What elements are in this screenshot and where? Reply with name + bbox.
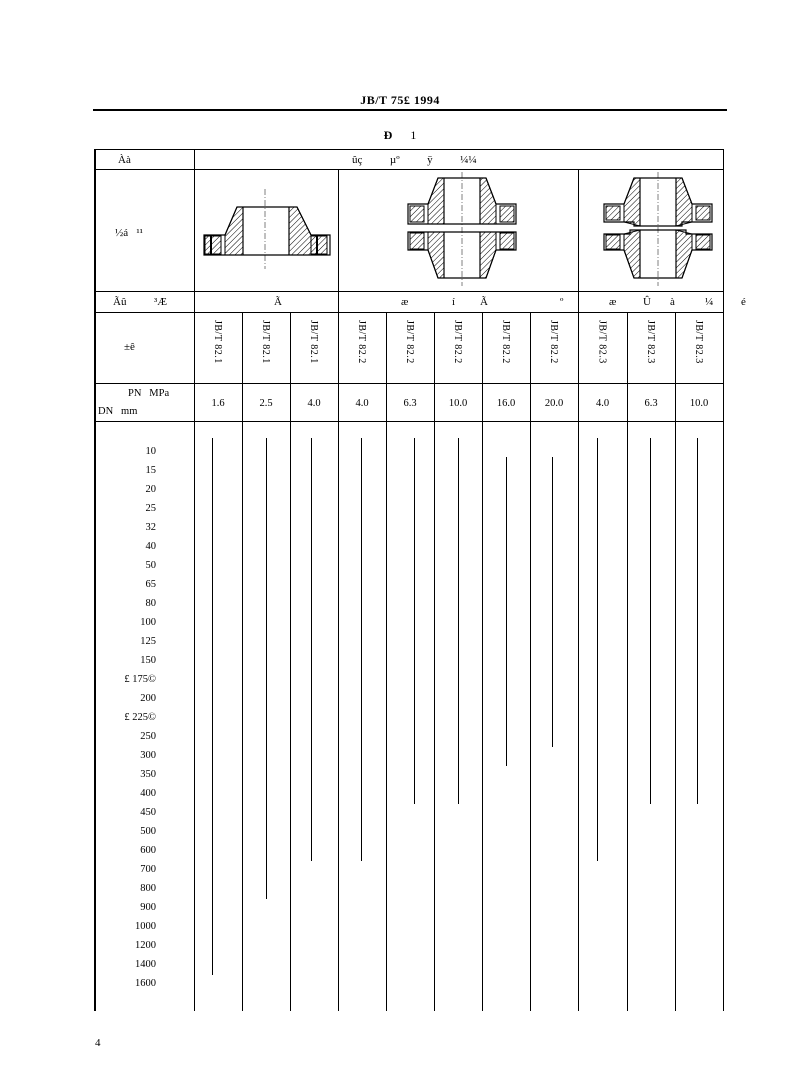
column-divider [675, 312, 676, 1011]
row-divider [94, 421, 724, 422]
standard-cell: JB/T 82.1 [212, 320, 223, 364]
pressure-cell: 1.6 [211, 398, 225, 409]
standard-cell: JB/T 82.1 [260, 320, 271, 364]
standard-cell: JB/T 82.1 [308, 320, 319, 364]
header-rule [93, 109, 727, 111]
dn-size-label: 125 [140, 636, 156, 647]
standard-cell: JB/T 82.2 [356, 320, 367, 364]
standard-cell: JB/T 82.2 [452, 320, 463, 364]
pressure-cell: 4.0 [307, 398, 321, 409]
dn-size-label: 250 [140, 731, 156, 742]
dn-size-label: 150 [140, 655, 156, 666]
dn-size-label: £ 175© [124, 674, 156, 685]
pressure-cell: 6.3 [403, 398, 417, 409]
dn-size-label: 700 [140, 864, 156, 875]
pressure-cell: 20.0 [544, 398, 564, 409]
dn-size-label: 800 [140, 883, 156, 894]
pressure-cell: 10.0 [448, 398, 468, 409]
type-name-group-3: ¼ [705, 296, 714, 308]
dn-size-label: 350 [140, 769, 156, 780]
applicable-range-bar [552, 457, 553, 747]
dn-size-label: 80 [145, 598, 156, 609]
applicable-range-bar [212, 438, 213, 975]
column-divider [530, 312, 531, 1011]
dn-size-label: 40 [145, 541, 156, 552]
row-divider [94, 169, 724, 170]
table-caption [0, 128, 800, 143]
applicable-range-bar [361, 438, 362, 861]
pressure-cell: 4.0 [355, 398, 369, 409]
column-divider [242, 312, 243, 1011]
dn-size-label: 10 [145, 446, 156, 457]
column-divider [434, 312, 435, 1011]
pressure-cell: 6.3 [644, 398, 658, 409]
dn-size-label: 1400 [135, 959, 156, 970]
table-top-border [94, 149, 724, 150]
flange-drawing-single [197, 185, 337, 275]
dn-size-label: 20 [145, 484, 156, 495]
applicable-range-bar [266, 438, 267, 899]
dn-size-label: 1600 [135, 978, 156, 989]
dn-size-label: 900 [140, 902, 156, 913]
type-name-group-2: í [452, 296, 456, 308]
type-name-group-3: æ [609, 296, 617, 308]
row-divider [94, 383, 724, 384]
pressure-cell: 4.0 [595, 398, 610, 409]
standard-label: ±ê [124, 341, 135, 353]
column-divider [290, 312, 291, 1011]
dn-size-label: 400 [140, 788, 156, 799]
standard-cell: JB/T 82.2 [500, 320, 511, 364]
type-name-group-3: à [670, 296, 675, 308]
column-divider [386, 312, 387, 1011]
dn-label: DN mm [98, 406, 138, 417]
pressure-cell: 2.5 [259, 398, 273, 409]
dn-size-label: 100 [140, 617, 156, 628]
applicable-range-bar [414, 438, 415, 804]
applicable-range-bar [311, 438, 312, 861]
type-name-group-1: Ã [274, 296, 282, 308]
column-divider [194, 149, 195, 1011]
standard-cell: JB/T 82.3 [645, 320, 656, 364]
flange-drawing-pair-grooved [602, 172, 718, 290]
standard-cell: JB/T 82.3 [596, 320, 608, 364]
applicable-range-bar [506, 457, 507, 766]
applicable-range-bar [697, 438, 698, 804]
dn-size-label: £ 225© [124, 712, 156, 723]
document-header: JB/T 75£ 1994 [360, 93, 440, 107]
applicable-range-bar [650, 438, 651, 804]
dn-size-label: 25 [145, 503, 156, 514]
standard-cell: JB/T 82.2 [404, 320, 415, 364]
category-value: ûç µº ÿ ¼¼ [352, 154, 477, 166]
dn-size-label: 300 [140, 750, 156, 761]
type-name-group-3: Û [643, 296, 651, 308]
dn-size-label: 15 [145, 465, 156, 476]
pn-label: PN MPa [128, 388, 170, 399]
table-caption-prefix: Ð [383, 128, 393, 142]
dn-size-label: 32 [145, 522, 156, 533]
applicable-range-bar [597, 438, 598, 861]
type-name-overflow: é [741, 296, 746, 308]
type-name-group-2: Ã [480, 296, 488, 308]
category-label: Àà [118, 154, 131, 166]
dn-size-label: 50 [145, 560, 156, 571]
type-name-label: Ãû ³Æ [113, 296, 168, 308]
row-divider [94, 291, 724, 292]
dn-size-label: 500 [140, 826, 156, 837]
table-right-border [723, 149, 724, 1011]
column-divider [338, 169, 339, 1011]
table-caption-number: 1 [410, 128, 417, 142]
pressure-cell: 10.0 [689, 398, 709, 409]
dn-size-label: 1000 [135, 921, 156, 932]
dn-size-label: 1200 [135, 940, 156, 951]
type-name-group-2: æ [401, 296, 409, 308]
standard-cell: JB/T 82.2 [548, 320, 559, 364]
dn-size-label: 600 [140, 845, 156, 856]
column-divider [578, 169, 579, 1011]
type-name-group-2: º [560, 296, 564, 308]
pressure-cell: 16.0 [496, 398, 516, 409]
standard-cell: JB/T 82.3 [693, 320, 704, 364]
structure-label: ½á ¹¹ [115, 227, 143, 239]
dn-size-label: 450 [140, 807, 156, 818]
flange-drawing-pair [398, 172, 524, 290]
column-divider [627, 312, 628, 1011]
column-divider [482, 312, 483, 1011]
applicable-range-bar [458, 438, 459, 804]
dn-size-label: 65 [145, 579, 156, 590]
row-divider [94, 312, 724, 313]
page-number: 4 [95, 1037, 101, 1049]
dn-size-label: 200 [140, 693, 156, 704]
